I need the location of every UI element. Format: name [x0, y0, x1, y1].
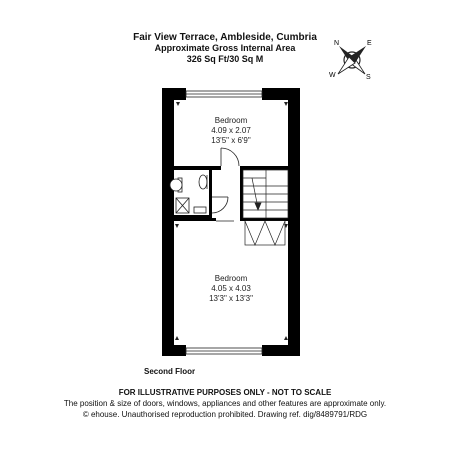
shower-tray-icon	[176, 198, 189, 213]
basin-icon	[199, 175, 207, 189]
floor-name: Second Floor	[144, 367, 196, 376]
room-bedroom-top	[180, 116, 282, 146]
compass-w: W	[329, 72, 336, 79]
compass-n: N	[334, 40, 340, 47]
compass-s: S	[366, 74, 371, 81]
door-bedroom-top	[221, 148, 239, 166]
footer-disclaimer-title: FOR ILLUSTRATIVE PURPOSES ONLY - NOT TO SCALE	[118, 388, 332, 397]
compass-e: E	[367, 40, 372, 47]
door-bathroom	[212, 197, 228, 213]
bath-fixture-icon	[194, 207, 206, 213]
room-bedroom-bottom-imperial: 13'3" x 13'3"	[209, 294, 253, 303]
cupboard	[245, 221, 285, 245]
room-bedroom-top-name: Bedroom	[214, 116, 248, 125]
plan-area: 326 Sq Ft/30 Sq M	[186, 54, 264, 64]
room-bedroom-top-imperial: 13'5" x 6'9"	[211, 136, 251, 145]
window-bottom	[186, 348, 262, 354]
plan-title: Fair View Terrace, Ambleside, Cumbria	[133, 32, 317, 43]
room-bedroom-top-metric: 4.09 x 2.07	[211, 126, 251, 135]
plan-subtitle: Approximate Gross Internal Area	[154, 43, 296, 53]
room-bedroom-bottom-name: Bedroom	[214, 274, 248, 283]
room-bedroom-bottom-metric: 4.05 x 4.03	[211, 284, 251, 293]
window-top	[186, 91, 262, 97]
footer-disclaimer-text: The position & size of doors, windows, appliances and other features are approximate only.	[63, 399, 387, 408]
staircase	[243, 170, 288, 218]
compass-icon	[329, 40, 372, 81]
room-bedroom-bottom	[180, 274, 282, 304]
footer-copyright: © ehouse. Unauthorised reproduction prohibited. Drawing ref. dig/8489791/RDG	[82, 410, 368, 419]
